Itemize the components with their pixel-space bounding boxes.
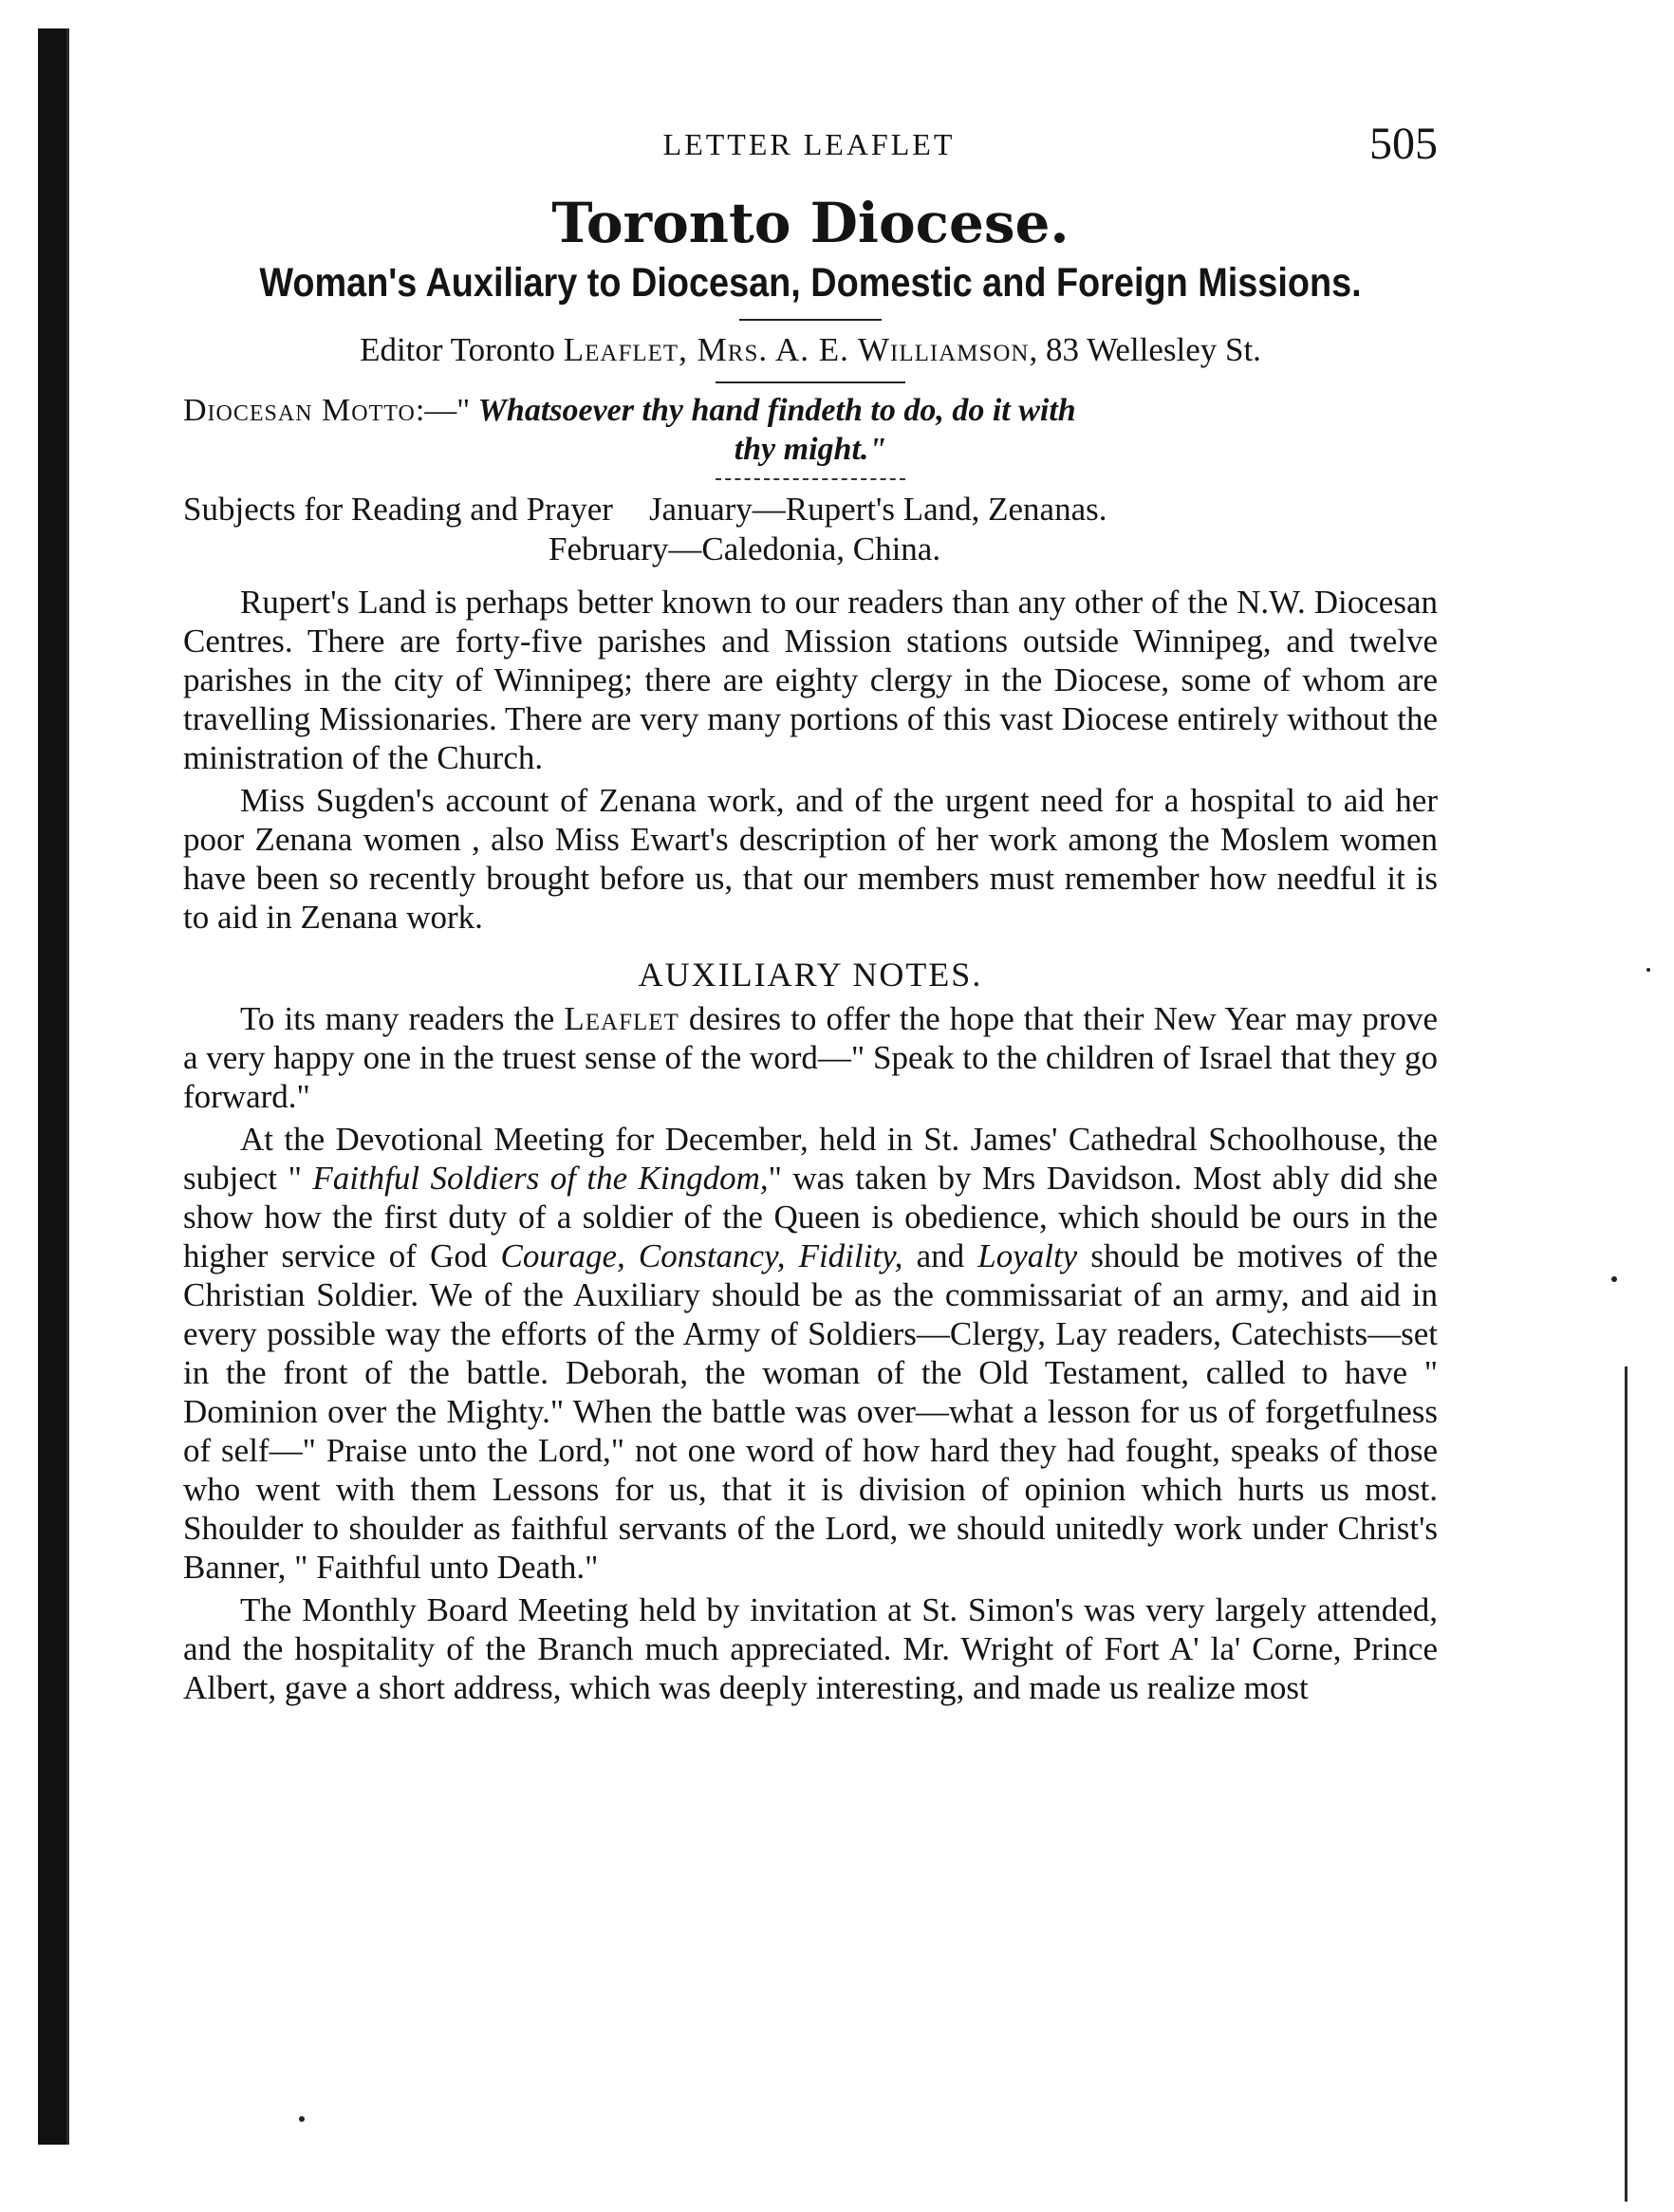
subjects-label: Subjects for Reading and Prayer [183, 491, 613, 528]
running-head [180, 119, 1438, 180]
diocesan-motto [183, 391, 1438, 431]
leaflet-name: Leaflet [564, 1000, 679, 1037]
article-body [183, 190, 1438, 1707]
motto-text-end: thy might." [734, 432, 887, 467]
divider [716, 381, 905, 383]
page-number: 505 [1369, 119, 1438, 169]
scan-speck [1646, 968, 1650, 972]
scan-right-edge-line [1625, 1366, 1628, 2202]
editor-line [183, 328, 1438, 372]
subjects-block [183, 490, 1438, 569]
running-title: LETTER LEAFLET [662, 127, 956, 161]
editor-middle: , Mrs. A. E. [679, 331, 858, 368]
scan-speck [1611, 1276, 1617, 1282]
subject-february: February—Caledonia, China. [549, 530, 941, 567]
editor-prefix: Editor Toronto [360, 331, 564, 368]
loyalty: Loyalty [977, 1237, 1078, 1274]
motto-text: Whatsoever thy hand findeth to do, do it with [477, 393, 1076, 428]
section-heading: AUXILIARY NOTES. [638, 956, 983, 994]
paragraph-new-year: To its many readers the Leaflet desires to offer the hope that their New Year may prove a very happy one in the truest sense of the word—" Speak to the children of Israel that they go forward." [183, 1000, 1438, 1115]
meeting-subject: Faithful Soldiers of the Kingdom, [312, 1160, 769, 1197]
editor-surname: Williamson [857, 331, 1030, 368]
scan-speck [299, 2116, 305, 2122]
virtues: Courage, Constancy, Fidility, [500, 1237, 903, 1274]
auxiliary-subtitle: Woman's Auxiliary to Diocesan, Domestic and Foreign Missions. [259, 260, 1362, 306]
paragraph-ruperts-land: Rupert's Land is perhaps better known to our readers than any other of the N.W. Diocesan Centres. There are forty-five parishes and Mission stations outside Winnipeg, and twelve parishes in the city of Winnipeg; there are eighty clergy in the Diocese, some of whom are travelling Missionaries. There are very many portions of this vast Diocese entirely without the ministration of the Church. [183, 584, 1438, 776]
motto-label: Diocesan Motto [183, 393, 416, 428]
diocese-title: Toronto Diocese. [551, 191, 1070, 255]
editor-suffix: , 83 Wellesley St. [1029, 331, 1261, 368]
paragraph-devotional-meeting: At the Devotional Meeting for December, held in St. James' Cathedral Schoolhouse, the subject " Faithful Soldiers of the Kingdom," was taken by Mrs Davidson. Most ably did she show how the first duty of a soldier of the Queen is obedience, which should be ours in the higher service of God Courage, Constancy, Fidility, and Loyalty should be motives of the Christian Soldier. We of the Auxiliary should be as the commissariat of an army, and aid in every possible way the efforts of the Army of Soldiers—Clergy, Lay readers, Catechists—set in the front of the battle. Deborah, the woman of the Old Testament, called to have " Dominion over the Mighty." When the battle was over—what a lesson for us of forgetfulness of self—" Praise unto the Lord," not one word of how hard they had fought, speaks of those who went with them Lessons for us, that it is division of opinion which hurts us most. Shoulder to shoulder as faithful servants of the Lord, we should unitedly work under Christ's Banner, " Faithful unto Death." [183, 1121, 1438, 1586]
divider [739, 319, 882, 321]
divider [716, 478, 905, 480]
paragraph-zenana-work: Miss Sugden's account of Zenana work, and of the urgent need for a hospital to aid her poor Zenana women , also Miss Ewart's description of her work among the Moslem women have been so recently brought before us, that our members must remember how needful it is to aid in Zenana work. [183, 782, 1438, 936]
paragraph-board-meeting: The Monthly Board Meeting held by invitation at St. Simon's was very largely attended, and the hospitality of the Branch much appreciated. Mr. Wright of Fort A' la' Corne, Prince Albert, gave a short address, which was deeply interesting, and made us realize most [183, 1591, 1438, 1706]
motto-dash: :—" [415, 393, 478, 428]
subject-january: January—Rupert's Land, Zenanas. [648, 491, 1107, 528]
scan-binding-edge [38, 28, 69, 2145]
editor-leaflet: Leaflet [563, 331, 679, 368]
